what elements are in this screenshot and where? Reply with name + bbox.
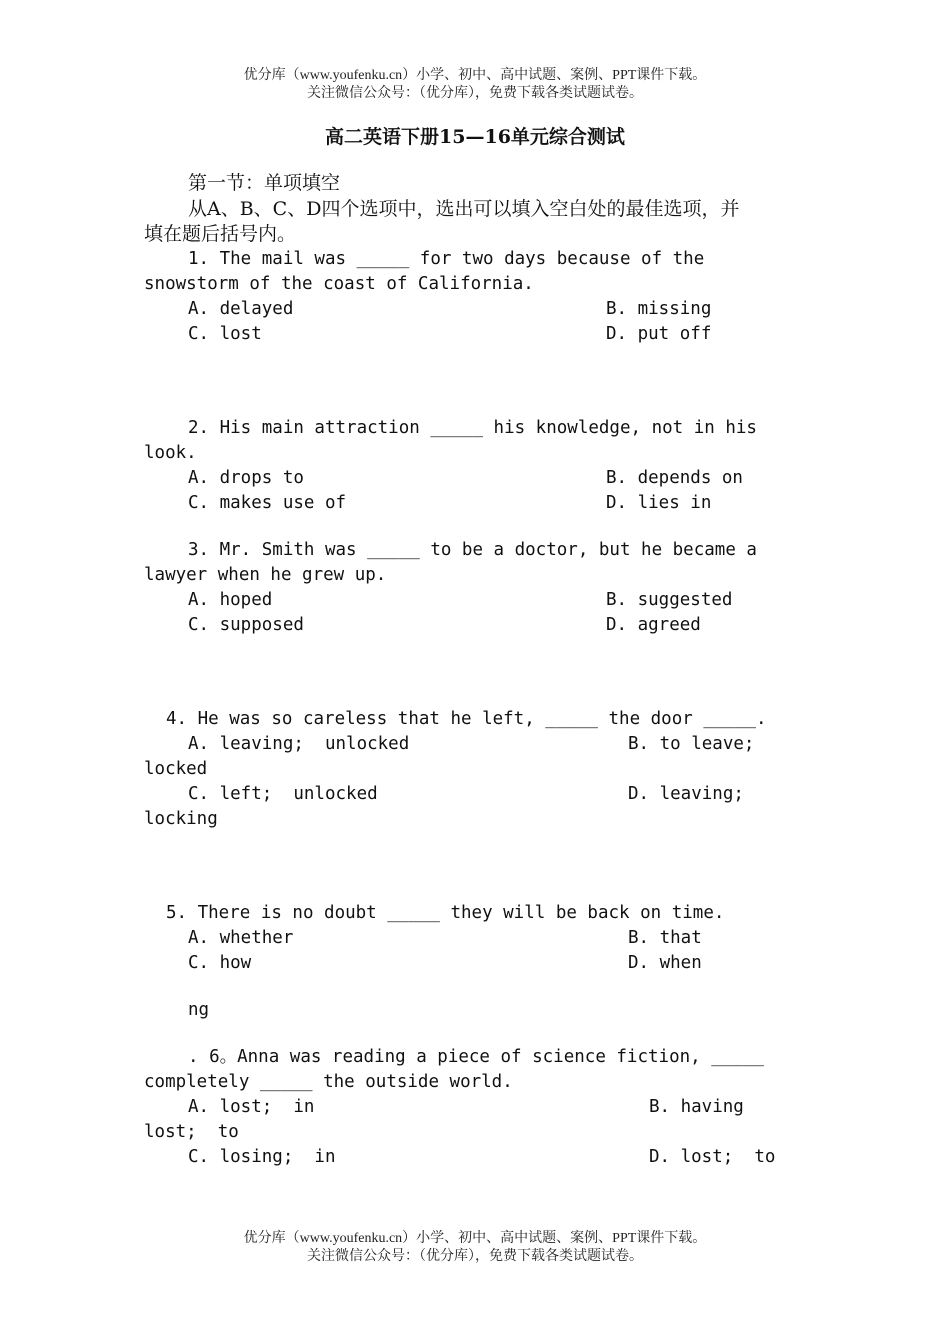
question-4-option-b-continued: locked: [144, 759, 208, 779]
question-5-option-a: A. whether: [188, 928, 294, 948]
question-5-stem-line-1: 5. There is no doubt _____ they will be back on time.: [166, 903, 725, 923]
footer-line-1: 优分库（www.youfenku.cn）小学、初中、高中试题、案例、PPT课件下载。: [243, 1231, 707, 1246]
question-1-stem-line-2: snowstorm of the coast of California.: [144, 274, 534, 294]
question-2-option-c: C. makes use of: [188, 493, 347, 513]
section-instruction-line-1: 从A、B、C、D四个选项中，选出可以填入空白处的最佳选项，并: [188, 198, 740, 220]
question-5-option-b: B. that: [628, 928, 702, 948]
question-6-stem-line-1: . 6。Anna was reading a piece of science fiction, _____: [188, 1047, 764, 1067]
question-6-option-c: C. losing; in: [188, 1147, 336, 1167]
question-2-stem-line-2: look.: [144, 443, 197, 463]
question-4-option-a: A. leaving; unlocked: [188, 734, 410, 754]
page-header: [0, 67, 950, 103]
question-4-option-d: D. leaving;: [628, 784, 744, 804]
question-1-option-d: D. put off: [606, 324, 712, 344]
footer-line-2: 关注微信公众号：（优分库），免费下载各类试题试卷。: [307, 1249, 643, 1264]
section-instruction-line-2: 填在题后括号内。: [144, 223, 297, 245]
header-line-2: 关注微信公众号：（优分库），免费下载各类试题试卷。: [307, 86, 643, 101]
question-6-option-d: D. lost; to: [649, 1147, 776, 1167]
header-line-1: 优分库（www.youfenku.cn）小学、初中、高中试题、案例、PPT课件下载。: [243, 68, 707, 83]
question-2-stem-line-1: 2. His main attraction _____ his knowledge, not in his: [188, 418, 757, 438]
section-heading: 第一节：单项填空: [188, 172, 341, 194]
page-title: 高二英语下册15—16单元综合测试: [325, 126, 625, 148]
question-5-option-c: C. how: [188, 953, 252, 973]
question-4-option-b: B. to leave;: [628, 734, 755, 754]
stray-text: ng: [188, 1000, 210, 1020]
question-2-option-b: B. depends on: [606, 468, 743, 488]
question-6-stem-line-2: completely _____ the outside world.: [144, 1072, 513, 1092]
question-4-option-d-continued: locking: [144, 809, 218, 829]
question-3-option-b: B. suggested: [606, 590, 733, 610]
question-1-stem-line-1: 1. The mail was _____ for two days because of the: [188, 249, 705, 269]
question-2-option-d: D. lies in: [606, 493, 712, 513]
question-3-stem-line-1: 3. Mr. Smith was _____ to be a doctor, but he became a: [188, 540, 757, 560]
question-3-option-d: D. agreed: [606, 615, 701, 635]
question-4-stem-line-1: 4. He was so careless that he left, _____ the door _____.: [166, 709, 767, 729]
question-6-option-a: A. lost; in: [188, 1097, 315, 1117]
question-1-option-c: C. lost: [188, 324, 262, 344]
question-6-option-b-continued: lost; to: [144, 1122, 239, 1142]
question-5-option-d: D. when: [628, 953, 702, 973]
question-3-stem-line-2: lawyer when he grew up.: [144, 565, 387, 585]
question-1-option-a: A. delayed: [188, 299, 294, 319]
page-footer: [0, 1230, 950, 1266]
question-4-option-c: C. left; unlocked: [188, 784, 378, 804]
question-3-option-a: A. hoped: [188, 590, 273, 610]
question-2-option-a: A. drops to: [188, 468, 304, 488]
question-3-option-c: C. supposed: [188, 615, 304, 635]
question-1-option-b: B. missing: [606, 299, 712, 319]
question-6-option-b: B. having: [649, 1097, 744, 1117]
